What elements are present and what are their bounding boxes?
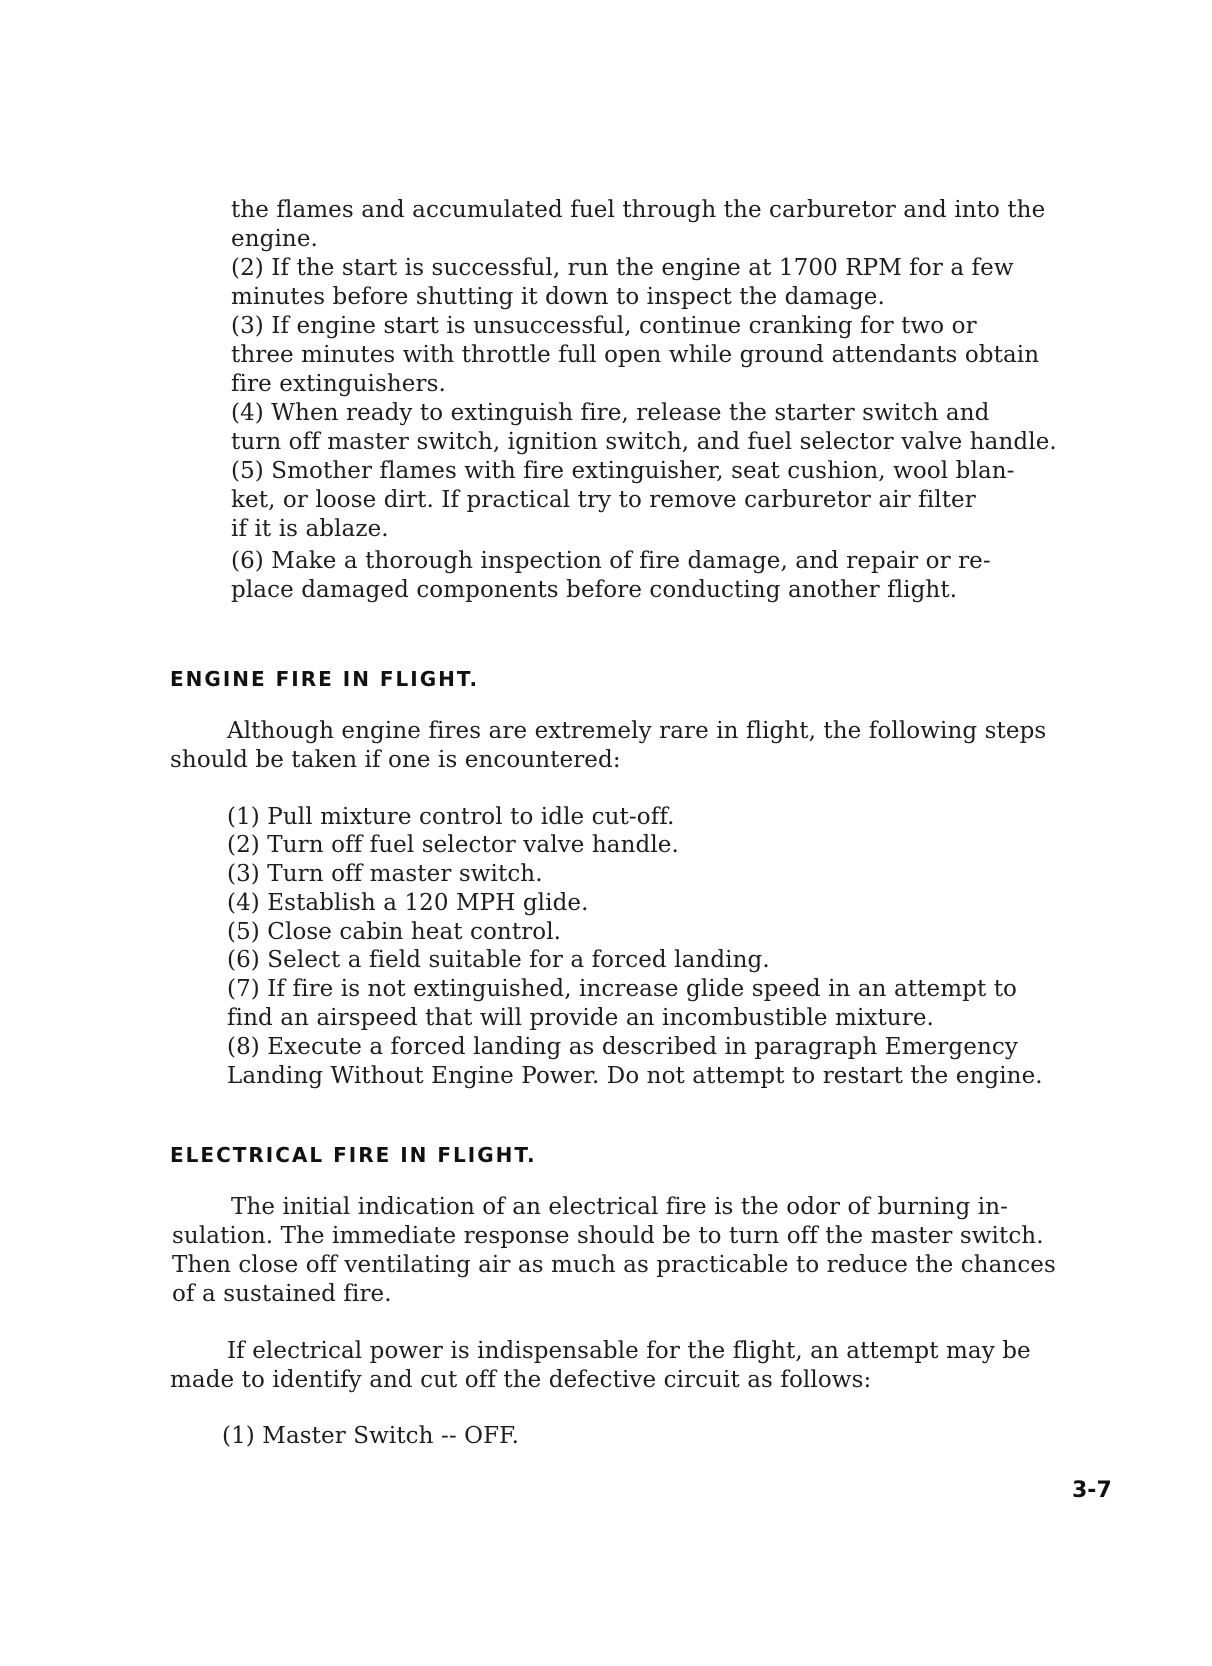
text-line: (4) When ready to extinguish fire, release the starter switch and	[231, 400, 990, 426]
list-item: (1) Pull mixture control to idle cut-off.	[227, 804, 675, 830]
text-line: place damaged components before conducting another flight.	[231, 577, 958, 603]
list-item-continuation: find an airspeed that will provide an incombustible mixture.	[227, 1005, 934, 1031]
text-line: If electrical power is indispensable for the flight, an attempt may be	[227, 1338, 1031, 1364]
list-item-continuation: Landing Without Engine Power. Do not attempt to restart the engine.	[227, 1063, 1043, 1089]
text-line: made to identify and cut off the defective circuit as follows:	[170, 1367, 872, 1393]
text-line: minutes before shutting it down to inspect the damage.	[231, 284, 885, 310]
text-line: Then close off ventilating air as much as practicable to reduce the chances	[172, 1252, 1056, 1278]
list-item: (3) Turn off master switch.	[227, 861, 543, 887]
text-line: of a sustained fire.	[172, 1281, 392, 1307]
section-heading-electrical-fire: ELECTRICAL FIRE IN FLIGHT.	[170, 1143, 537, 1167]
text-line: Although engine fires are extremely rare in flight, the following steps	[227, 718, 1047, 744]
text-line: engine.	[231, 226, 318, 252]
section-heading-engine-fire: ENGINE FIRE IN FLIGHT.	[170, 667, 480, 691]
text-line: fire extinguishers.	[231, 371, 446, 397]
text-line: (5) Smother flames with fire extinguisher, seat cushion, wool blan-	[231, 458, 1015, 484]
text-line: if it is ablaze.	[231, 516, 389, 542]
list-item: (8) Execute a forced landing as described in paragraph Emergency	[227, 1034, 1018, 1060]
list-item: (5) Close cabin heat control.	[227, 919, 562, 945]
list-item: (2) Turn off fuel selector valve handle.	[227, 832, 679, 858]
text-line: three minutes with throttle full open while ground attendants obtain	[231, 342, 1040, 368]
text-line: (6) Make a thorough inspection of fire damage, and repair or re-	[231, 548, 991, 574]
list-item: (1) Master Switch -- OFF.	[222, 1423, 520, 1449]
list-item: (4) Establish a 120 MPH glide.	[227, 890, 589, 916]
text-line: (2) If the start is successful, run the engine at 1700 RPM for a few	[231, 255, 1014, 281]
text-line: ket, or loose dirt. If practical try to remove carburetor air filter	[231, 487, 976, 513]
text-line: The initial indication of an electrical fire is the odor of burning in-	[231, 1194, 1009, 1220]
list-item: (7) If fire is not extinguished, increase glide speed in an attempt to	[227, 976, 1017, 1002]
text-line: (3) If engine start is unsuccessful, continue cranking for two or	[231, 313, 977, 339]
page-number: 3-7	[1072, 1478, 1112, 1503]
text-line: sulation. The immediate response should be to turn off the master switch.	[172, 1223, 1044, 1249]
list-item: (6) Select a field suitable for a forced landing.	[227, 947, 770, 973]
text-line: should be taken if one is encountered:	[170, 747, 621, 773]
text-line: turn off master switch, ignition switch, and fuel selector valve handle.	[231, 429, 1057, 455]
text-line: the flames and accumulated fuel through the carburetor and into the	[231, 197, 1046, 223]
